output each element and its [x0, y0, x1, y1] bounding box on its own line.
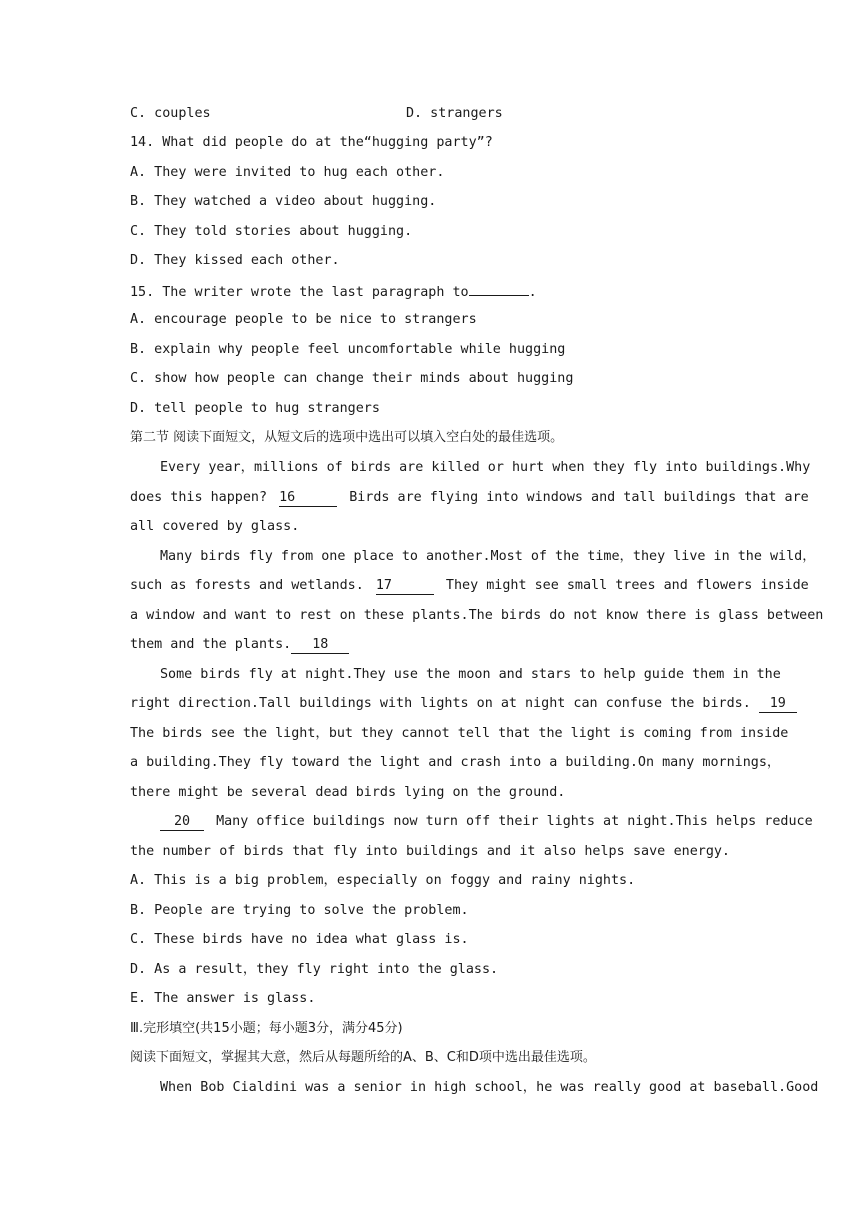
passage-line: [130, 576, 809, 596]
q15-option-d: D. tell people to hug strangers: [130, 401, 380, 416]
passage-line: The birds see the light，but they cannot tell that the light is coming from inside: [130, 726, 789, 741]
q15-stem: [130, 281, 730, 303]
q15-option-c: C. show how people can change their minds about hugging: [130, 371, 574, 386]
option-e: E. The answer is glass.: [130, 991, 316, 1006]
blank-17: 17: [376, 578, 434, 595]
passage-fragment: does this happen?: [130, 490, 268, 505]
passage-line: Every year，millions of birds are killed or hurt when they fly into buildings.Why: [160, 460, 811, 475]
passage-line: the number of birds that fly into buildings and it also helps save energy.: [130, 844, 730, 859]
passage-line: Some birds fly at night.They use the moon and stars to help guide them in the: [160, 667, 781, 682]
q14-option-d: D. They kissed each other.: [130, 253, 340, 268]
passage-fragment: such as forests and wetlands.: [130, 578, 364, 593]
q14-stem: 14. What did people do at the“hugging party”?: [130, 135, 493, 150]
blank-16: 16: [279, 490, 337, 507]
option-a: A. This is a big problem，especially on foggy and rainy nights.: [130, 873, 636, 888]
q14-option-c: C. They told stories about hugging.: [130, 224, 413, 239]
passage-fragment: They might see small trees and flowers inside: [445, 578, 809, 593]
section3-heading: Ⅲ.完形填空(共15小题；每小题3分，满分45分): [130, 1021, 403, 1036]
q15-option-a: A. encourage people to be nice to strangers: [130, 312, 477, 327]
q13-options-row: [130, 104, 730, 124]
section2-heading: 第二节 阅读下面短文，从短文后的选项中选出可以填入空白处的最佳选项。: [130, 430, 564, 445]
passage-line: [130, 488, 809, 508]
passage-line: there might be several dead birds lying on the ground.: [130, 785, 566, 800]
q13-option-c: C. couples: [130, 106, 211, 121]
q15-stem-suffix: .: [528, 285, 537, 300]
q14-option-b: B. They watched a video about hugging.: [130, 194, 437, 209]
passage-line: Many birds fly from one place to another.Most of the time，they live in the wild，: [160, 549, 816, 564]
passage-line: all covered by glass.: [130, 519, 300, 534]
passage-line: a window and want to rest on these plants.The birds do not know there is glass between: [130, 608, 824, 623]
blank-19: 19: [759, 696, 797, 713]
answer-blank: [469, 281, 529, 296]
q14-option-a: A. They were invited to hug each other.: [130, 165, 445, 180]
q15-option-b: B. explain why people feel uncomfortable while hugging: [130, 342, 566, 357]
passage-line: [130, 694, 786, 714]
passage-fragment: Birds are flying into windows and tall buildings that are: [349, 490, 809, 505]
q13-option-d: D. strangers: [406, 106, 503, 121]
blank-20: 20: [160, 814, 204, 831]
option-d: D. As a result，they fly right into the glass.: [130, 962, 499, 977]
passage-line: When Bob Cialdini was a senior in high school，he was really good at baseball.Good: [160, 1080, 819, 1095]
passage-line: a building.They fly toward the light and crash into a building.On many mornings，: [130, 755, 781, 770]
passage-fragment: right direction.Tall buildings with lights on at night can confuse the birds.: [130, 696, 751, 711]
section3-instruction: 阅读下面短文，掌握其大意，然后从每题所给的A、B、C和D项中选出最佳选项。: [130, 1050, 596, 1065]
passage-fragment: Many office buildings now turn off their lights at night.This helps reduce: [216, 814, 813, 829]
option-b: B. People are trying to solve the problem.: [130, 903, 469, 918]
q15-stem-prefix: 15. The writer wrote the last paragraph to: [130, 285, 469, 300]
option-c: C. These birds have no idea what glass is.: [130, 932, 469, 947]
passage-fragment: them and the plants.: [130, 637, 292, 652]
passage-line: [130, 635, 730, 655]
blank-18: 18: [291, 637, 349, 654]
passage-line: [160, 812, 813, 832]
